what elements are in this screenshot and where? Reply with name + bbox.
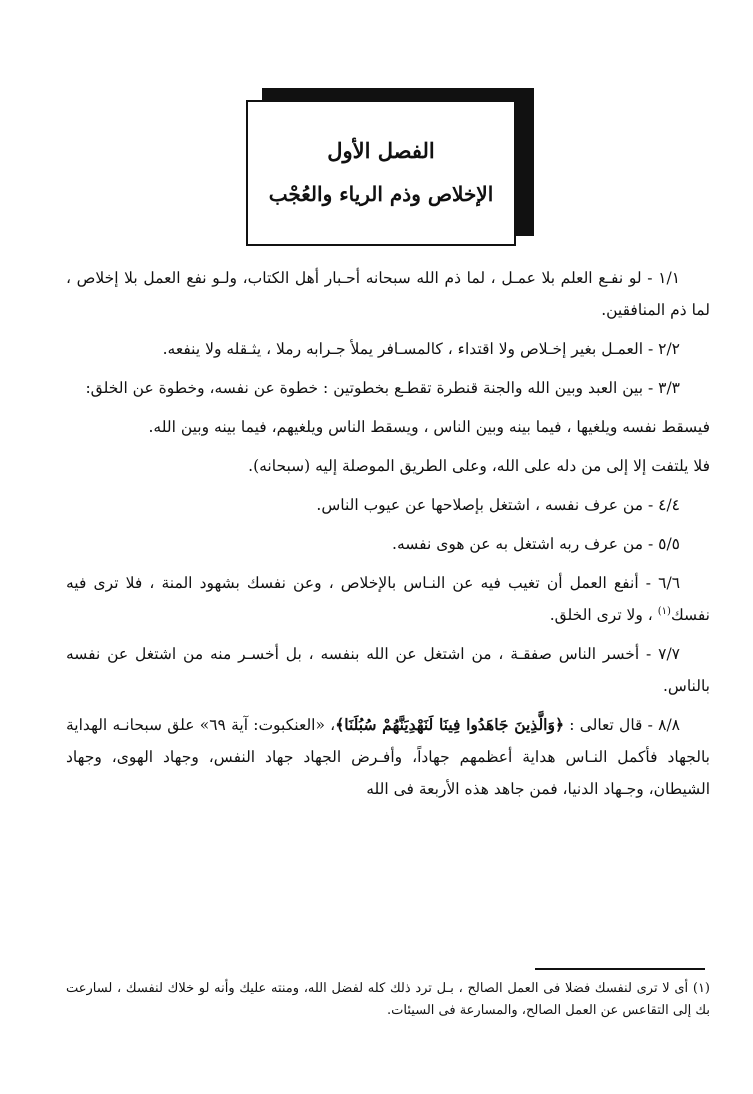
footnote-text: أى لا ترى لنفسك فضلا فى العمل الصالح ، بـل ترد ذلك كله لفضل الله، ومنته عليك وأنه لو خلاك لنفسك ، لسارعت بك إلى التقاعس عن العمل الصالح، والمسارعة فى السيئات. <box>66 981 710 1018</box>
paragraph-5: ٥/٥ - من عرف ربه اشتغل به عن هوى نفسه. <box>392 535 680 553</box>
paragraph-number: ٤/٤ <box>658 496 680 514</box>
body-text <box>66 262 710 812</box>
paragraph-2: ٢/٢ - العمـل بغير إخـلاص ولا اقتداء ، كالمسـافر يملأ جـرابه رملا ، يثـقله ولا ينفعه. <box>162 340 680 358</box>
footnote-divider <box>535 968 705 970</box>
paragraph-number: ٦/٦ <box>658 574 681 592</box>
footnote <box>66 978 710 1022</box>
paragraph-3-conclusion <box>66 450 710 482</box>
paragraph-text: من عرف ربه اشتغل به عن هوى نفسه. <box>392 535 644 553</box>
paragraph-7: ٧/٧ - أخسر الناس صفقـة ، من اشتغل عن الله بنفسه ، بل أخسـر منه من اشتغل عن نفسه بالناس. <box>66 645 710 695</box>
chapter-subtitle: الإخلاص وذم الرياء والعُجْب <box>268 182 494 206</box>
paragraph-number: ١/١ <box>658 269 681 287</box>
paragraph-text: أنفع العمل أن تغيب فيه عن النـاس بالإخلاص ، وعن نفسك بشهود المنة ، فلا ترى فيه نفسك <box>66 574 710 624</box>
paragraph-text-end: ، ولا ترى الخلق. <box>549 606 653 624</box>
verse-lead: قال تعالى : <box>569 716 643 734</box>
paragraph-number: ٧/٧ <box>658 645 680 663</box>
paragraph-8: ٨/٨ - قال تعالى : ﴿وَالَّذِينَ جَاهَدُوا فِينَا لَنَهْدِيَنَّهُمْ سُبُلَنَا﴾، «العنكبوت: آية ٦٩» علق سبحانـه الهداية بالجهاد فأكمل النـاس هداية أعظمهم جهاداً، وأفـرض الجهاد جهاد النفس، وجهاد الهوى، وجهاد الشيطان، وجـهاد الدنيا، فمن جاهد هذه الأربعة فى الله <box>66 715 710 798</box>
paragraph-number: ٨/٨ <box>658 716 680 734</box>
chapter-title-box <box>246 100 516 246</box>
paragraph-text: علق سبحانـه الهداية بالجهاد فأكمل النـاس هداية أعظمهم جهاداً، وأفـرض الجهاد جهاد النفس، وجهاد الهوى، وجهاد الشيطان، وجـهاد الدنيا، فمن جاهد هذه الأربعة فى الله <box>66 716 710 798</box>
paragraph-text: العمـل بغير إخـلاص ولا اقتداء ، كالمسـافر يملأ جـرابه رملا ، يثـقله ولا ينفعه. <box>162 340 644 358</box>
footnote-marker: (١) <box>692 981 710 996</box>
verse-citation: «العنكبوت: آية ٦٩» <box>199 716 325 734</box>
paragraph-text: من عرف نفسه ، اشتغل بإصلاحها عن عيوب الناس. <box>316 496 644 514</box>
paragraph-4: ٤/٤ - من عرف نفسه ، اشتغل بإصلاحها عن عيوب الناس. <box>316 496 680 514</box>
paragraph-1: ١/١ - لو نفـع العلم بلا عمـل ، لما ذم الله سبحانه أحـبار أهل الكتاب، ولـو نفع العمل بلا إخلاص ، لما ذم المنافقين. <box>66 269 710 319</box>
paragraph-number: ٥/٥ <box>658 535 680 553</box>
quran-verse: ﴿وَالَّذِينَ جَاهَدُوا فِينَا لَنَهْدِيَنَّهُمْ سُبُلَنَا﴾ <box>335 715 565 734</box>
footnote-reference[interactable]: (١) <box>657 605 671 617</box>
paragraph-text: فلا يلتفت إلا إلى من دله على الله، وعلى الطريق الموصلة إليه (سبحانه). <box>248 457 710 475</box>
paragraph-3: ٣/٣ - بين العبد وبين الله والجنة قنطرة تقطـع بخطوتين : خطوة عن نفسه، وخطوة عن الخلق: <box>85 379 680 397</box>
paragraph-3-continued <box>66 411 710 443</box>
paragraph-number: ٢/٢ <box>658 340 680 358</box>
paragraph-6: ٦/٦ - أنفع العمل أن تغيب فيه عن النـاس بالإخلاص ، وعن نفسك بشهود المنة ، فلا ترى فيه نفسك$^{(١)}$ ، ولا ترى الخلق. <box>66 574 710 624</box>
paragraph-text: فيسقط نفسه ويلغيها ، فيما بينه وبين الناس ، ويسقط الناس ويلغيهم، فيما بينه وبين الله. <box>148 418 710 436</box>
paragraph-text: أخسر الناس صفقـة ، من اشتغل عن الله بنفسه ، بل أخسـر منه من اشتغل عن نفسه بالناس. <box>66 645 710 695</box>
chapter-title: الفصل الأول <box>327 138 435 163</box>
paragraph-text: لو نفـع العلم بلا عمـل ، لما ذم الله سبحانه أحـبار أهل الكتاب، ولـو نفع العمل بلا إخلاص ، لما ذم المنافقين. <box>66 269 710 319</box>
paragraph-number: ٣/٣ <box>658 379 680 397</box>
paragraph-text: بين العبد وبين الله والجنة قنطرة تقطـع بخطوتين : خطوة عن نفسه، وخطوة عن الخلق: <box>85 379 644 397</box>
